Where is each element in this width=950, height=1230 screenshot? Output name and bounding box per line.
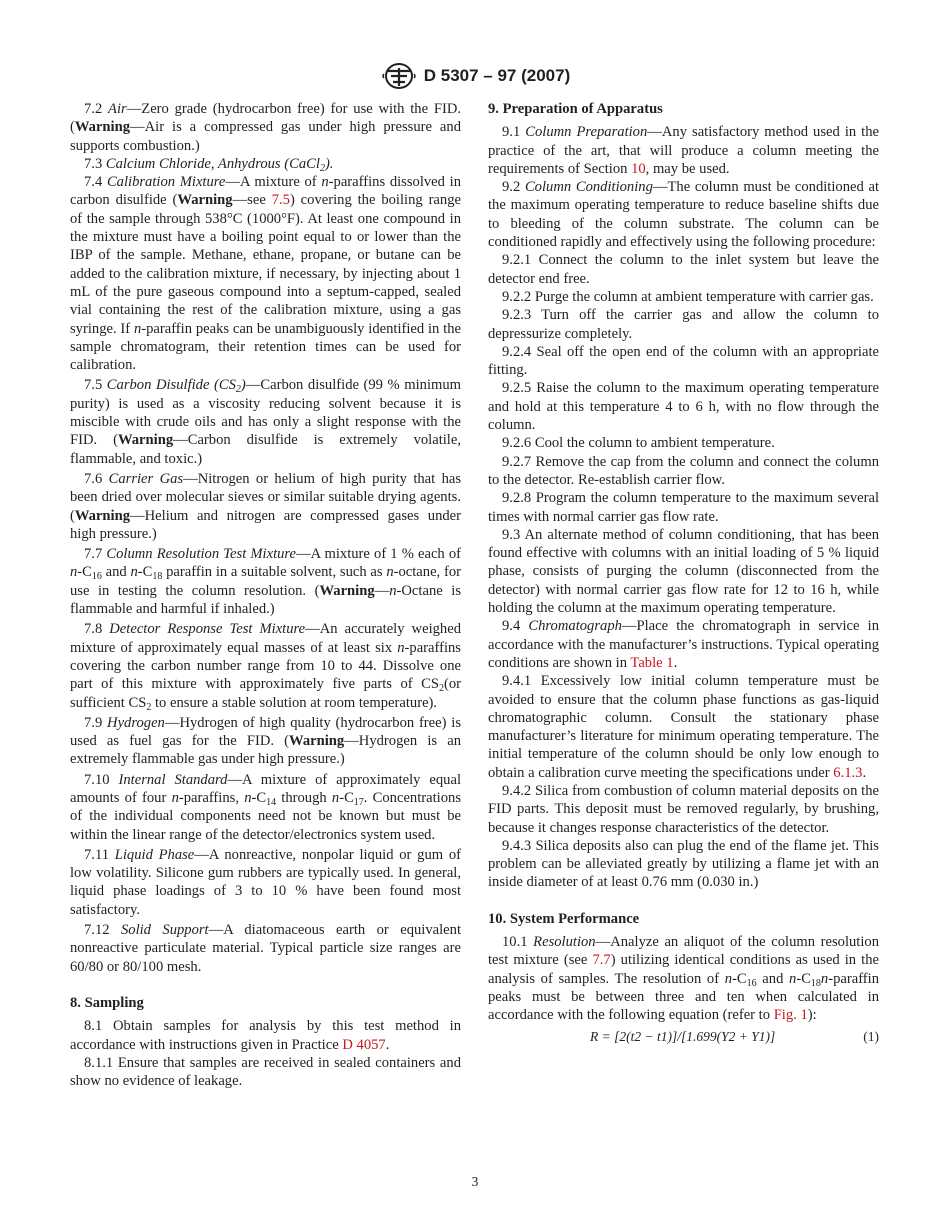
para-9-2-2: 9.2.2 Purge the column at ambient temperature with carrier gas. xyxy=(502,288,874,305)
section-9-heading: 9. Preparation of Apparatus xyxy=(488,101,663,117)
equation-number: (1) xyxy=(863,1028,879,1044)
para-8-1: 8.1 Obtain samples for analysis by this test method in accordance with instructions given in Practice D 4057. xyxy=(70,1018,461,1053)
para-9-2-1: 9.2.1 Connect the column to the inlet system but leave the detector end free. xyxy=(488,252,879,287)
ref-7-7-link[interactable]: 7.7 xyxy=(592,952,611,969)
para-7-3: 7.3 Calcium Chloride, Anhydrous (CaCl$_2$). xyxy=(84,155,334,174)
para-8-1-1: 8.1.1 Ensure that samples are received in sealed containers and show no evidence of leakage. xyxy=(70,1054,461,1090)
equation-formula: R = [2(t2 − t1)]/[1.699(Y2 + Y1)] xyxy=(590,1028,776,1044)
para-9-4: 9.4 Chromatograph—Place the chromatograph in service in accordance with the manufacturer’s instructions. Typical operating conditions are shown in Table 1. xyxy=(488,618,880,671)
ref-table-1-link[interactable]: Table 1 xyxy=(630,654,674,671)
ref-6-1-3-link[interactable]: 6.1.3 xyxy=(833,764,863,781)
ref-7-5-link[interactable]: 7.5 xyxy=(271,192,290,209)
para-9-4-3: 9.4.3 Silica deposits also can plug the end of the flame jet. This problem can be alleviated greatly by utilizing a flame jet with an inside diameter of at least 0.76 mm (0.030 in.) xyxy=(488,837,879,891)
para-7-7: 7.7 Column Resolution Test Mixture—A mixture of 1 % each of $n-C_{16}$ and $n-C_{18}$ paraffin in a suitable solvent, such as n-octane, for use in testing the column resolution. (Warning—n-Octane is flammable and harmful if inhaled.) xyxy=(70,546,462,618)
para-7-4: 7.4 Calibration Mixture—A mixture of n-paraffins dissolved in carbon disulfide (Warning—see 7.5) covering the boiling range of the sample through 538°C (1000°F). At least one compound in the mixture must have a boiling point equal to or lower than the IBP of the sample. Methane, ethane, propane, or butane can be added to the calibration mixture, if necessary, by injecting about 1 mL of the pure gaseous compound into a septum-capped, sealed vial containing the rest of the calibration mixture, using a gas syringe. If n-paraffin peaks can be unambiguously identified in the sample chromatogram, their retention times can be used for calibration. xyxy=(70,174,462,374)
para-10-1: 10.1 Resolution—Analyze an aliquot of the column resolution test mixture (see 7.7) utilizing identical conditions as used in the analysis of samples. The resolution of $n-C_{16}$ and $n-C_{18}n$-paraffin peaks must be between three and ten when calculated in accordance with the following equation (refer to Fig. 1): xyxy=(488,934,879,1024)
para-9-2-7: 9.2.7 Remove the cap from the column and connect the column to the detector. Re-establish carrier flow. xyxy=(488,453,879,488)
para-9-2: 9.2 Column Conditioning—The column must be conditioned at the maximum operating temperature to reduce baseline shifts due to bleeding of the column substrate. The column can be conditioned rapidly and effectively using the following procedure: xyxy=(488,179,880,251)
para-9-2-4: 9.2.4 Seal off the open end of the column with an appropriate fitting. xyxy=(488,343,879,379)
para-7-6: 7.6 Carrier Gas—Nitrogen or helium of high purity that has been dried over molecular sieves or similar suitable drying agents. (Warning—Helium and nitrogen are compressed gases under high pressure.) xyxy=(70,470,462,542)
para-9-2-6: 9.2.6 Cool the column to ambient temperature. xyxy=(502,435,775,452)
para-9-4-1: 9.4.1 Excessively low initial column temperature must be avoided to ensure that the column phase functions as gas-liquid chromatographic column. Consult the stationary phase manufacturer’s literature for minimum operating temperature. The initial temperature of the column should be only low enough to obtain a calibration curve meeting the specifications under 6.1.3. xyxy=(488,673,879,781)
para-7-12: 7.12 Solid Support—A diatomaceous earth or equivalent nonreactive particulate material. Typical particle size ranges are 60/80 or 80/100 mesh. xyxy=(70,922,462,975)
para-9-2-8: 9.2.8 Program the column temperature to the maximum several times with normal carrier gas flow rate. xyxy=(488,490,879,525)
page-number: 3 xyxy=(471,1174,479,1189)
para-7-8: 7.8 Detector Response Test Mixture—An accurately weighed mixture of approximately equal masses of at least six n-paraffins covering the carbon number range from 10 to 44. Dissolve one part of this mixture with approximately five parts of $CS_2(or$ sufficient $CS_2$ to ensure a stable solution at room temperature). xyxy=(70,621,461,713)
para-7-2: 7.2 Air—Zero grade (hydrocarbon free) for use with the FID. (Warning—Air is a compressed gas under high pressure and supports combustion.) xyxy=(70,101,462,154)
left-column xyxy=(70,100,461,1090)
para-9-2-3: 9.2.3 Turn off the carrier gas and allow the column to depressurize completely. xyxy=(488,307,879,342)
page-header xyxy=(0,62,950,90)
para-7-9: 7.9 Hydrogen—Hydrogen of high quality (hydrocarbon free) is used as fuel gas for the FID. (Warning—Hydrogen is an extremely flammable gas under high pressure.) xyxy=(70,714,461,768)
astm-logo-icon xyxy=(380,62,418,90)
ref-d4057-link[interactable]: D 4057 xyxy=(342,1036,386,1053)
section-8-heading: 8. Sampling xyxy=(70,994,144,1011)
para-7-10: 7.10 Internal Standard—A mixture of approximately equal amounts of four n-paraffins, $n-C_{14}$ through $n-C_{17}$. Concentrations of the individual components need not be known but must be within the linear range of the detector/electronics system used. xyxy=(70,771,462,843)
para-9-1: 9.1 Column Preparation—Any satisfactory method used in the practice of the art, that will produce a column meeting the requirements of Section 10, may be used. xyxy=(488,124,879,177)
equation-1 xyxy=(488,1028,879,1046)
section-10-heading: 10. System Performance xyxy=(488,910,640,927)
para-7-11: 7.11 Liquid Phase—A nonreactive, nonpolar liquid or gum of low volatility. Silicone gum rubbers are typically used. In general, liquid phase loadings of 3 to 10 % have been found most satisfactory. xyxy=(70,846,461,918)
para-7-5: 7.5 Carbon Disulfide $(CS_2)—Carbon$ disulfide (99 % minimum purity) is used as a viscosity reducing solvent because it is miscible with crude oils and has only a slight response with the FID. (Warning—Carbon disulfide is extremely volatile, flammable, and toxic.) xyxy=(70,377,461,467)
para-9-3: 9.3 An alternate method of column conditioning, that has been found effective with columns with an initial loading of 5 % liquid phase, consists of purging the column (disconnected from the detector) with normal carrier gas flow rate for 12 to 16 h, while holding the column at the maximum operating temperature. xyxy=(488,526,879,617)
ref-section-10-link[interactable]: 10 xyxy=(631,160,646,177)
para-9-4-2: 9.4.2 Silica from combustion of column material deposits on the FID parts. This deposit must be removed regularly, by brushing, because it changes response characteristics of the detector. xyxy=(488,782,879,836)
ref-fig-1-link[interactable]: Fig. 1 xyxy=(773,1007,808,1024)
document-designation: D 5307 – 97 (2007) xyxy=(423,66,571,85)
para-9-2-5: 9.2.5 Raise the column to the maximum operating temperature and hold at this temperature 4 to 6 h, with no flow through the column. xyxy=(488,380,879,434)
right-column xyxy=(488,100,879,1046)
